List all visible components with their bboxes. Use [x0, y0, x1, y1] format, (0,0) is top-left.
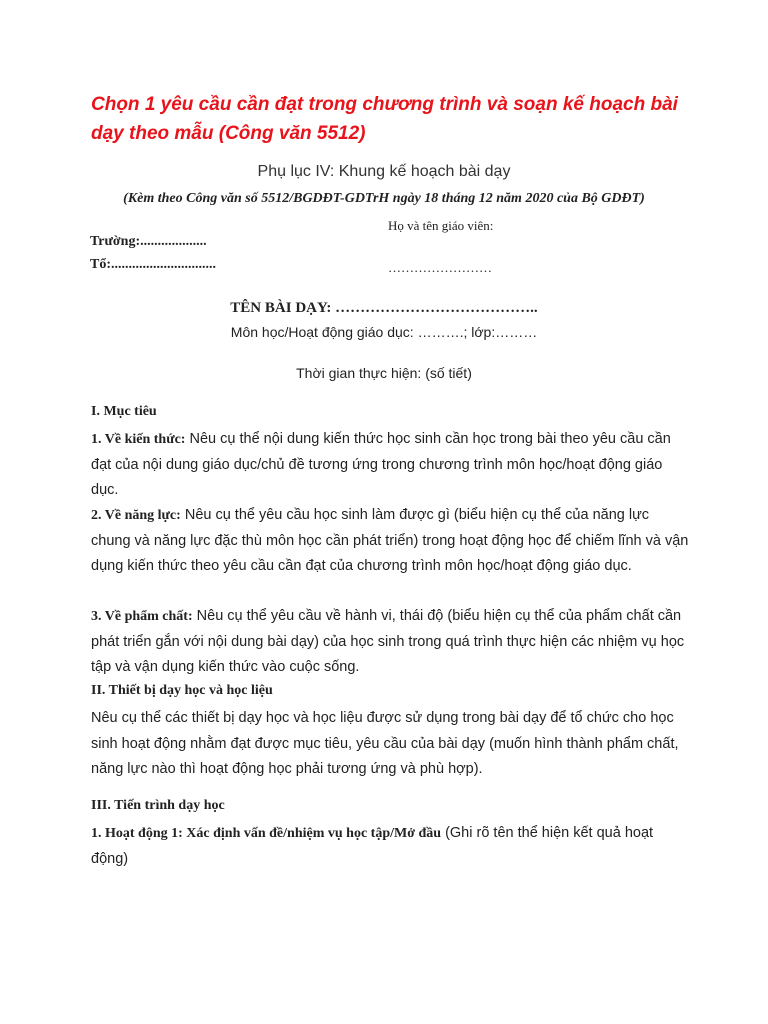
group-field: Tổ:.............................. [90, 257, 216, 272]
capacity-text: Nêu cụ thể yêu cầu học sinh làm được gì (biểu hiện cụ thể của năng lực chung và năng lực đặc thù môn học cần phát triển) trong hoạt động học để chiếm lĩnh và vận dụng kiến thức theo yêu cầu cần đạt của chương trình môn học/hoạt động giáo dục. [91, 507, 689, 574]
subject-line: Môn học/Hoạt động giáo dục: ……….; lớp:……… [230, 324, 538, 340]
activity1-lead: 1. Hoạt động 1: Xác định vấn đề/nhiệm vụ học tập/Mở đầu [91, 826, 442, 841]
equipment-paragraph: Nêu cụ thể các thiết bị dạy học và học liệu được sử dụng trong bài dạy để tổ chức cho học sinh hoạt động nhằm đạt được mục tiêu, yêu cầu của bài dạy (muốn hình thành phẩm chất, năng lực nào thì hoạt động học phải tương ứng và phù hợp). [91, 710, 679, 777]
teacher-name-blank: …………………… [388, 260, 492, 275]
quality-paragraph [91, 604, 691, 681]
activity1-paragraph [91, 821, 691, 872]
quality-text: Nêu cụ thể yêu cầu về hành vi, thái độ (biểu hiện cụ thể của phẩm chất cần phát triển gắn với nội dung bài dạy) của học sinh trong quá trình thực hiện các nhiệm vụ học tập và vận dụng kiến thức vào cuộc sống. [91, 608, 685, 675]
teacher-name-label: Họ và tên giáo viên: [388, 218, 494, 233]
capacity-paragraph [91, 503, 691, 580]
school-field: Trường:................... [90, 234, 207, 249]
quality-lead: 3. Về phẩm chất: [91, 609, 193, 624]
section-process-heading: III. Tiến trình dạy học [91, 798, 225, 813]
knowledge-paragraph [91, 427, 691, 504]
lesson-name: TÊN BÀI DẠY: ………………………………….. [230, 300, 538, 316]
section-equipment-heading: II. Thiết bị dạy học và học liệu [91, 683, 273, 698]
activity1-text: (Ghi rõ tên thể hiện kết quả hoạt động) [91, 825, 654, 867]
knowledge-lead: 1. Về kiến thức: [91, 432, 186, 447]
section-objectives-heading: I. Mục tiêu [91, 404, 157, 419]
appendix-title: Phụ lục IV: Khung kế hoạch bài dạy [257, 163, 511, 180]
knowledge-text: Nêu cụ thể nội dung kiến thức học sinh cần học trong bài theo yêu cầu cần đạt của nội dung giáo dục/chủ đề tương ứng trong chương trình môn học/hoạt động giáo dục. [91, 431, 671, 498]
time-line: Thời gian thực hiện: (số tiết) [296, 365, 472, 381]
appendix-note: (Kèm theo Công văn số 5512/BGDĐT-GDTrH ngày 18 tháng 12 năm 2020 của Bộ GDĐT) [123, 191, 645, 206]
capacity-lead: 2. Về năng lực: [91, 508, 181, 523]
assignment-title: Chọn 1 yêu cầu cần đạt trong chương trình và soạn kế hoạch bài dạy theo mẫu (Công văn 5512) [91, 94, 678, 144]
